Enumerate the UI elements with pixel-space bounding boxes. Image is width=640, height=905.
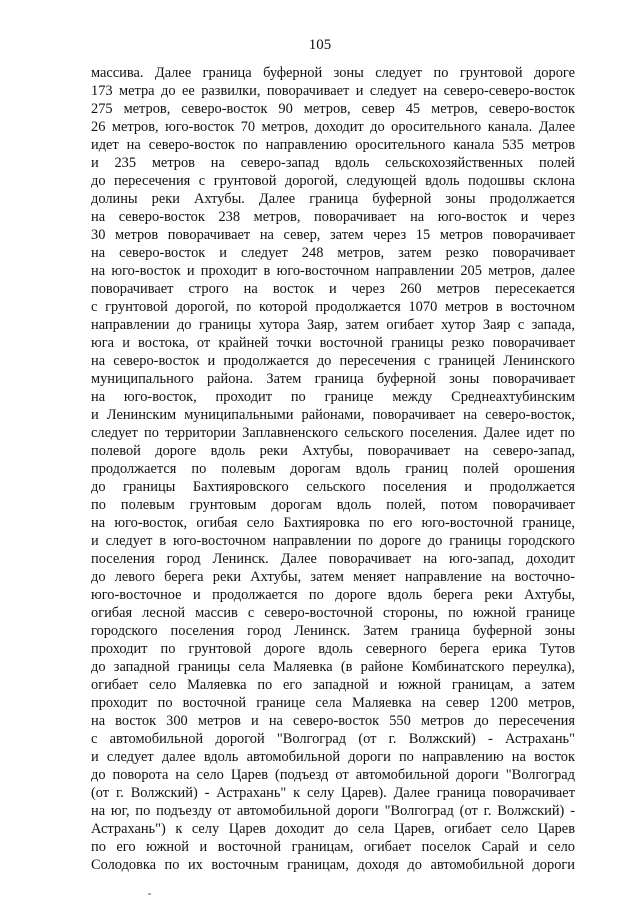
body-text: [91, 64, 575, 874]
text-line: на юг, по подъезду от автомобильной дороги "Волгоград (от г. Волжский) -: [91, 803, 575, 819]
text-line: с автомобильной дорогой "Волгоград (от г. Волжский) - Астрахань": [91, 731, 575, 747]
text-line: до левого берега реки Ахтубы, затем меняет направление на восточно-: [91, 569, 575, 585]
text-line: и следует в юго-восточном направлении по дороге до границы городского: [91, 533, 575, 549]
text-line: Астрахань") к селу Царев доходит до села Царев, огибает село Царев: [91, 821, 575, 837]
text-line: полевой дороге вдоль реки Ахтубы, поворачивает на северо-запад,: [91, 443, 575, 459]
text-line: поворачивает строго на восток и через 260 метров пересекается: [91, 281, 575, 297]
page-number: 105: [308, 37, 332, 53]
text-line: на юго-восток, проходит по границе между Среднеахтубинским: [91, 389, 575, 405]
text-line: огибает село Маляевка по его западной и южной границам, а затем: [91, 677, 575, 693]
scan-speck: [148, 893, 151, 895]
text-line: юга и востока, от крайней точки восточной границы резко поворачивает: [91, 335, 575, 351]
text-line: на северо-восток и следует 248 метров, затем резко поворачивает: [91, 245, 575, 261]
text-line: направлении до границы хутора Заяр, затем огибает хутор Заяр с запада,: [91, 317, 575, 333]
text-line: и Ленинским муниципальными районами, поворачивает на северо-восток,: [91, 407, 575, 423]
text-line: проходит по грунтовой дороге вдоль северного берега ерика Тутов: [91, 641, 575, 657]
text-line: 275 метров, северо-восток 90 метров, север 45 метров, северо-восток: [91, 101, 575, 117]
text-line: проходит по восточной границе села Маляевка на север 1200 метров,: [91, 695, 575, 711]
text-line: 173 метра до ее развилки, поворачивает и следует на северо-северо-восток: [91, 83, 575, 99]
text-line: массива. Далее граница буферной зоны следует по грунтовой дороге: [91, 65, 575, 81]
text-line: 30 метров поворачивает на север, затем через 15 метров поворачивает: [91, 227, 575, 243]
text-line: идет на северо-восток по направлению оросительного канала 535 метров: [91, 137, 575, 153]
text-line: на юго-восток, огибая село Бахтияровка по его юго-восточной границе,: [91, 515, 575, 531]
text-line: и 235 метров на северо-запад вдоль сельскохозяйственных полей: [91, 155, 575, 171]
text-line: на северо-восток и продолжается до пересечения с границей Ленинского: [91, 353, 575, 369]
text-line: до границы Бахтияровского сельского поселения и продолжается: [91, 479, 575, 495]
text-line: муниципального района. Затем граница буферной зоны поворачивает: [91, 371, 575, 387]
text-line: юго-восточное и продолжается по дороге вдоль берега реки Ахтубы,: [91, 587, 575, 603]
text-line: на северо-восток 238 метров, поворачивает на юго-восток и через: [91, 209, 575, 225]
text-line: Солодовка по их восточным границам, доходя до автомобильной дороги: [91, 857, 575, 873]
text-line: следует по территории Заплавненского сельского поселения. Далее идет по: [91, 425, 575, 441]
text-line: поселения город Ленинск. Далее поворачивает на юго-запад, доходит: [91, 551, 575, 567]
text-line: на юго-восток и проходит в юго-восточном направлении 205 метров, далее: [91, 263, 575, 279]
text-line: и следует далее вдоль автомобильной дороги по направлению на восток: [91, 749, 575, 765]
text-line: городского поселения город Ленинск. Затем граница буферной зоны: [91, 623, 575, 639]
text-line: на восток 300 метров и на северо-восток 550 метров до пересечения: [91, 713, 575, 729]
text-line: 26 метров, юго-восток 70 метров, доходит до оросительного канала. Далее: [91, 119, 575, 135]
text-line: до пересечения с грунтовой дорогой, следующей вдоль подошвы склона: [91, 173, 575, 189]
text-line: долины реки Ахтубы. Далее граница буферной зоны продолжается: [91, 191, 575, 207]
text-line: с грунтовой дорогой, по которой продолжается 1070 метров в восточном: [91, 299, 575, 315]
text-line: огибая лесной массив с северо-восточной стороны, по южной границе: [91, 605, 575, 621]
text-line: до западной границы села Маляевка (в районе Комбинатского переулка),: [91, 659, 575, 675]
text-line: по его южной и восточной границам, огибает поселок Сарай и село: [91, 839, 575, 855]
text-line: продолжается по полевым дорогам вдоль границ полей орошения: [91, 461, 575, 477]
text-line: по полевым грунтовым дорогам вдоль полей, потом поворачивает: [91, 497, 575, 513]
text-line: до поворота на село Царев (подъезд от автомобильной дороги "Волгоград: [91, 767, 575, 783]
text-line: (от г. Волжский) - Астрахань" к селу Царев). Далее граница поворачивает: [91, 785, 575, 801]
